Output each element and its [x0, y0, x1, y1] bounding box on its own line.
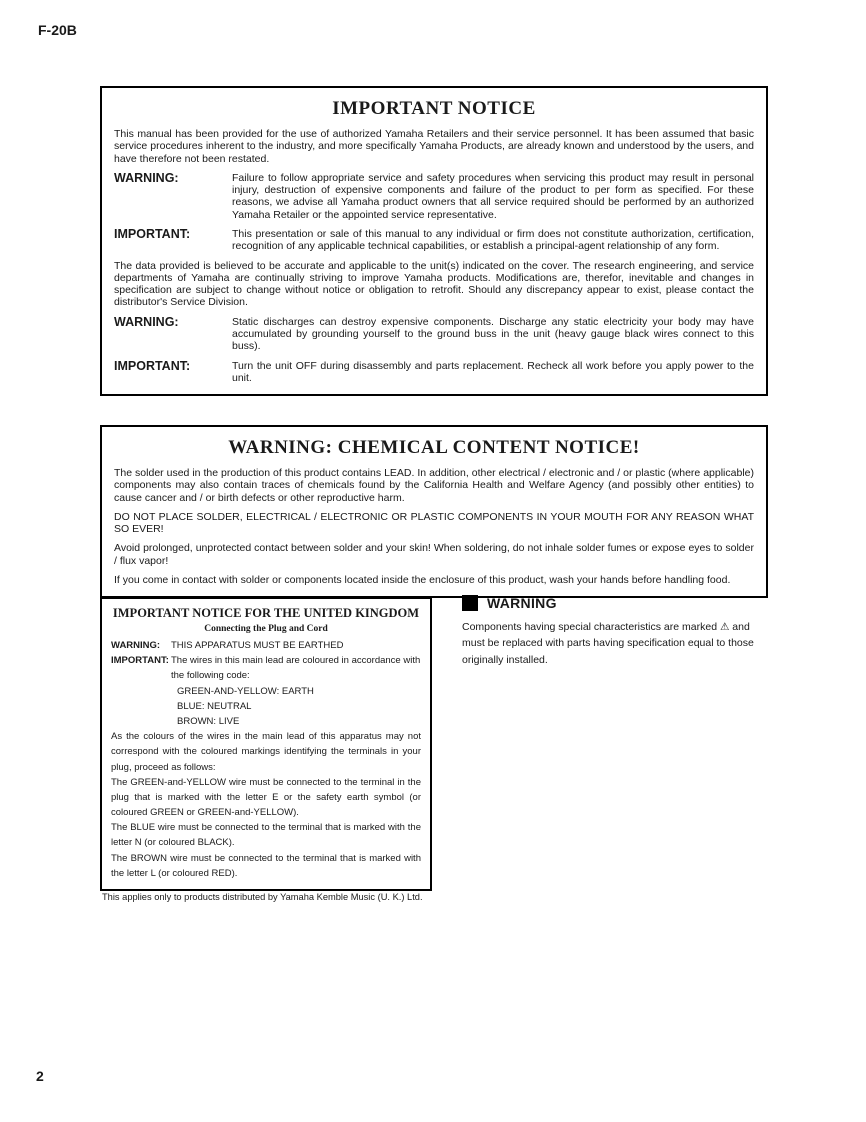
- notice-data-paragraph: The data provided is believed to be accurate and applicable to the unit(s) indicated on the cover. The research engineering, and service departments of Yamaha are continually striving to improve Yamaha products. Modifications are, therefor, inevitable and changes in specification are subject to change without notice or obligation to retrofit. Should any discrepancy appear to exist, please contact the distributor's Service Division.: [114, 259, 754, 309]
- warning-section-text: Components having special characteristics are marked ⚠ and must be replaced with parts having specification equal to those originally installed.: [462, 621, 754, 666]
- warning-label: WARNING:: [114, 170, 179, 185]
- warning-row-1: [114, 172, 754, 221]
- warning-label: WARNING:: [111, 640, 161, 651]
- uk-paragraph: The BLUE wire must be connected to the terminal that is marked with the letter N (or coloured BLACK).: [111, 822, 421, 849]
- warning-text: Failure to follow appropriate service and safety procedures when servicing this product may result in personal injury, destruction of expensive components and failure of the product to per form as specified. For these reasons, we advise all Yamaha product owners that all service required should be performed by an authorized Yamaha Retailer or the appointed service representative.: [232, 171, 754, 221]
- warning-section: [462, 595, 774, 668]
- wire-code-earth: GREEN-AND-YELLOW: EARTH: [177, 685, 314, 697]
- important-label: IMPORTANT:: [111, 655, 169, 667]
- chemical-paragraph: The solder used in the production of this product contains LEAD. In addition, other electrical / electronic and / or plastic (where applicable) components may also contain traces of chemicals found by the California Health and Welfare Agency (and possibly other entities) to cause cancer and / or birth defects or other reproductive harm.: [114, 467, 754, 504]
- uk-footnote: This applies only to products distributed by Yamaha Kemble Music (U. K.) Ltd.: [102, 892, 423, 902]
- notice-intro-paragraph: This manual has been provided for the use of authorized Yamaha Retailers and their service personnel. It has been assumed that basic service procedures inherent to the industry, and more specifically Yamaha Products, are already known and understood by the users, and have therefore not been restated.: [114, 128, 754, 165]
- uk-notice-subtitle: Connecting the Plug and Cord: [204, 624, 328, 634]
- uk-paragraph: The BROWN wire must be connected to the terminal that is marked with the letter L (or coloured RED).: [111, 852, 421, 879]
- page-number: 2: [36, 1068, 44, 1084]
- chemical-paragraph: DO NOT PLACE SOLDER, ELECTRICAL / ELECTRONIC OR PLASTIC COMPONENTS IN YOUR MOUTH FOR ANY REASON WHAT SO EVER!: [114, 510, 754, 536]
- chemical-paragraph: If you come in contact with solder or components located inside the enclosure of this product, wash your hands before handling food.: [114, 573, 731, 586]
- wire-code-live: BROWN: LIVE: [177, 715, 240, 727]
- uk-paragraph: As the colours of the wires in the main lead of this apparatus may not correspond with the coloured markings identifying the terminals in your plug, proceed as follows:: [111, 731, 421, 773]
- chemical-notice-title: WARNING: CHEMICAL CONTENT NOTICE!: [228, 437, 640, 458]
- uk-notice-box: [100, 597, 432, 891]
- important-row-2: [114, 360, 754, 385]
- chemical-notice-box: [100, 425, 768, 598]
- chemical-paragraph: Avoid prolonged, unprotected contact between solder and your skin! When soldering, do not inhale solder fumes or expose eyes to solder / flux vapor!: [114, 542, 754, 567]
- model-number: F-20B: [38, 22, 77, 38]
- warning-text: Static discharges can destroy expensive components. Discharge any static electricity your body may have accumulated by grounding yourself to the ground buss in the unit (heavy gauge black wires connect to this buss).: [232, 315, 754, 353]
- warning-row-2: [114, 316, 754, 353]
- wire-code-neutral: BLUE: NEUTRAL: [177, 700, 252, 712]
- uk-warning-row: [111, 638, 421, 653]
- important-text: Turn the unit OFF during disassembly and parts replacement. Recheck all work before you apply power to the unit.: [232, 359, 754, 384]
- uk-paragraph: The GREEN-and-YELLOW wire must be connected to the terminal in the plug that is marked with the letter E or the safety earth symbol (or coloured GREEN or GREEN-and-YELLOW).: [111, 776, 421, 819]
- important-label: IMPORTANT:: [114, 226, 191, 241]
- important-text: The wires in this main lead are coloured in accordance with the following code:: [171, 655, 421, 682]
- uk-important-row: [111, 653, 421, 683]
- warning-heading: [462, 595, 774, 611]
- important-notice-title: IMPORTANT NOTICE: [332, 98, 536, 119]
- important-text: This presentation or sale of this manual to any individual or firm does not constitute authorization, certification, recognition of any applicable technical capabilities, or establish a principal-agent relationship of any form.: [232, 227, 754, 253]
- important-notice-box: [100, 86, 768, 396]
- important-label: IMPORTANT:: [114, 358, 191, 373]
- black-square-icon: [462, 595, 478, 611]
- uk-notice-title: IMPORTANT NOTICE FOR THE UNITED KINGDOM: [112, 606, 420, 620]
- warning-section-title: WARNING: [487, 595, 557, 611]
- warning-text: THIS APPARATUS MUST BE EARTHED: [171, 640, 344, 651]
- warning-label: WARNING:: [114, 314, 179, 329]
- important-row-1: [114, 228, 754, 253]
